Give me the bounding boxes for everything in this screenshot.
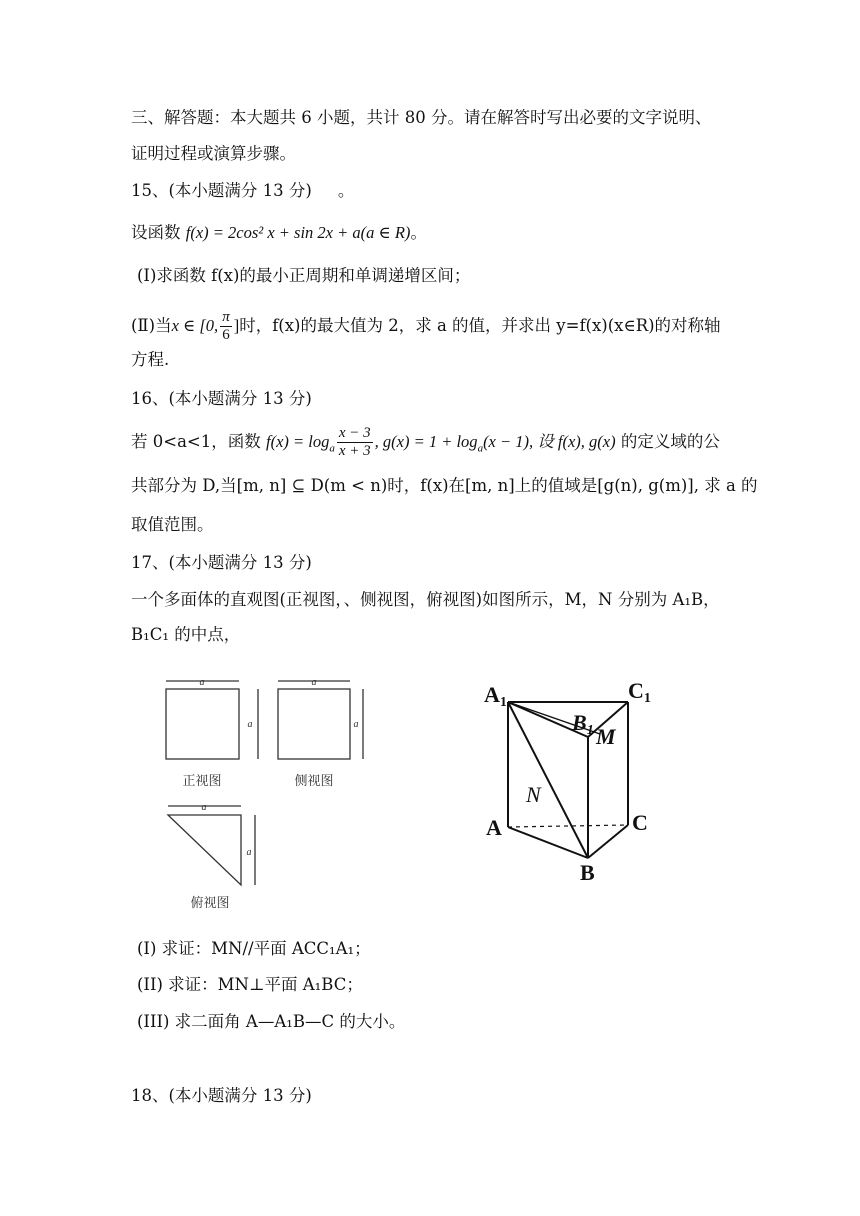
front-view-caption: 正视图 (182, 773, 222, 788)
side-view-caption: 侧视图 (294, 773, 334, 788)
q17-header: 17、(本小题满分 13 分) (131, 553, 312, 572)
q15-part2-cond-left: x ∈ [0, (171, 316, 219, 335)
q15-header-dot: 。 (337, 181, 355, 200)
q15-pi-over-6-fraction (220, 309, 232, 344)
label-b: B (580, 860, 595, 885)
q16-f-frac-numerator: x − 3 (338, 425, 371, 441)
q17-part2: (II) 求证：MN⊥平面 A₁BC； (137, 975, 363, 994)
section-heading-line-2: 证明过程或演算步骤。 (131, 144, 296, 163)
q15-part2-line2: 方程. (131, 350, 170, 369)
label-c1: C1 (628, 678, 651, 706)
q16-line1-suffix: 的定义域的公 (615, 432, 720, 451)
q15-part2 (131, 306, 721, 346)
top-view-triangle (168, 815, 241, 885)
q15-frac-numerator: π (222, 309, 230, 325)
q16-f-formula: f(x) = log (265, 432, 330, 451)
label-c: C (632, 810, 648, 835)
q16-f-log-base: a (329, 442, 335, 455)
q15-part2-text: 时，f(x)的最大值为 2，求 a 的值，并求出 y=f(x)(x∈R)的对称轴 (239, 316, 721, 335)
q15-header (131, 180, 354, 202)
top-view-dim-label: a (201, 802, 207, 813)
q15-frac-denominator: 6 (222, 327, 230, 343)
q15-header-text: 15、(本小题满分 13 分) (131, 181, 312, 200)
three-view-drawings-figure (150, 665, 390, 915)
front-view-square (166, 689, 239, 759)
front-view-dim-label: a (199, 677, 205, 688)
q16-line1 (131, 420, 720, 470)
triangular-prism-figure (470, 670, 670, 890)
q18-header: 18、(本小题满分 13 分) (131, 1086, 312, 1105)
label-a1: A1 (484, 682, 507, 710)
q15-part1: (I)求函数 f(x)的最小正周期和单调递增区间； (137, 266, 471, 285)
side-view-square (278, 689, 350, 759)
q17-line1: 一个多面体的直观图(正视图，、侧视图，俯视图)如图所示，M，N 分别为 A₁B， (131, 590, 720, 609)
label-m: M (596, 724, 616, 749)
q16-g-log-base: a (477, 442, 484, 455)
front-view-height-label: a (247, 719, 253, 730)
edge-a-b (508, 827, 588, 858)
hidden-edge-a-c (508, 825, 628, 827)
q16-line1-prefix: 若 0<a<1，函数 (131, 432, 266, 451)
edge-b-c (588, 825, 628, 858)
q17-line2: B₁C₁ 的中点， (131, 625, 241, 644)
section-heading-line-1: 三、解答题：本大题共 6 小题，共计 80 分。请在解答时写出必要的文字说明、 (131, 108, 712, 127)
top-view-caption: 俯视图 (190, 895, 230, 910)
q16-f-frac-denominator: x + 3 (338, 443, 371, 459)
q15-part2-cond-right: ] (233, 316, 240, 335)
q15-part2-prefix: (Ⅱ)当 (131, 316, 172, 335)
q16-f-fraction (337, 425, 373, 460)
q15-stem-formula: f(x) = 2cos² x + sin 2x + a(a ∈ R) (185, 223, 411, 242)
q16-g-tail: (x − 1), 设 f(x), g(x) (483, 432, 616, 451)
q17-part1: (I) 求证：MN//平面 ACC₁A₁； (137, 939, 371, 958)
top-view-height-label: a (246, 847, 252, 858)
q16-header: 16、(本小题满分 13 分) (131, 389, 312, 408)
q16-g-formula: , g(x) = 1 + log (374, 432, 478, 451)
q16-line3: 取值范围。 (131, 515, 214, 534)
side-view-height-label: a (353, 719, 359, 730)
q17-part3: (III) 求二面角 A—A₁B—C 的大小。 (137, 1012, 406, 1031)
label-b1: B1 (572, 710, 594, 738)
q16-line2: 共部分为 D,当[m, n] ⊆ D(m < n)时，f(x)在[m, n]上的值域是[g(n), g(m)], 求 a 的 (131, 476, 758, 495)
label-n: N (526, 782, 541, 807)
q15-stem-prefix: 设函数 (131, 223, 186, 242)
q15-stem (131, 222, 427, 244)
label-a: A (486, 815, 502, 840)
q15-stem-suffix: 。 (410, 223, 427, 242)
side-view-dim-label: a (311, 677, 317, 688)
